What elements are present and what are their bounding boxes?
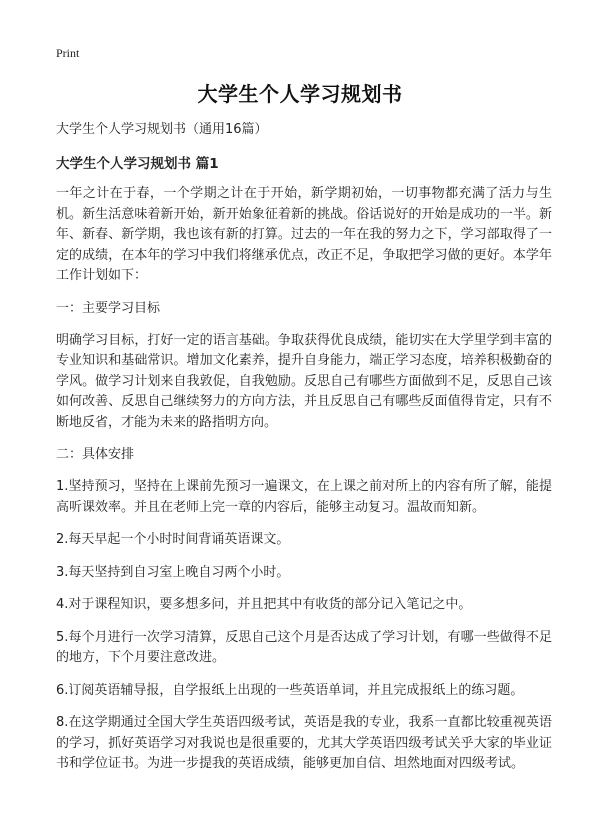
plan-heading: 二：具体安排 [56, 447, 135, 462]
plan-item: 6.订阅英语辅导报，自学报纸上出现的一些英语单词，并且完成报纸上的练习题。 [56, 682, 524, 698]
goal-paragraph: 明确学习目标，打好一定的语言基础。争取获得优良成绩，能切实在大学里学到丰富的专业知识和基础常识。增加文化素养，提升自身能力，端正学习态度，培养积极勤奋的学风。做学习计划来自我敦促，自我勉励。反思自己有哪些方面做到不足，反思自己该如何改善、反思自己继续努力的方向方法，并且反思自己有哪些反面值得肯定，只有不断地反省，才能为未来的路指明方向。 [56, 332, 552, 430]
plan-item: 8.在这学期通过全国大学生英语四级考试，英语是我的专业，我系一直都比较重视英语的学习，抓好英语学习对我说也是很重要的，尤其大学英语四级考试关乎大家的毕业证书和学位证书。为进一步提我的英语成绩，能够更加自信、坦然地面对四级考试。 [56, 715, 552, 771]
plan-item: 5.每个月进行一次学习清算，反思自己这个月是否达成了学习计划，有哪一些做得不足的地方，下个月要注意改进。 [56, 629, 552, 665]
goal-heading: 一：主要学习目标 [56, 300, 161, 316]
document-body [56, 120, 552, 787]
print-link[interactable]: Print [56, 46, 80, 60]
section-heading: 大学生个人学习规划书 篇1 [56, 156, 219, 172]
document-subtitle: 大学生个人学习规划书（通用16篇） [56, 122, 268, 137]
plan-item: 4.对于课程知识，要多想多问，并且把其中有收货的部分记入笔记之中。 [56, 597, 472, 612]
plan-item: 2.每天早起一个小时时间背诵英语课文。 [56, 532, 290, 547]
intro-paragraph: 一年之计在于春，一个学期之计在于开始，新学期初始，一切事物都充满了活力与生机。新生活意味着新开始，新开始象征着新的挑战。俗话说好的开始是成功的一半。新年、新春、新学期，我也该有新的打算。过去的一年在我的努力之下，学习部取得了一定的成绩，在本年的学习中我们将继承优点，改正不足，争取把学习做的更好。本学年工作计划如下： [56, 186, 552, 283]
page-title: 大学生个人学习规划书 [197, 82, 403, 106]
plan-item: 1.坚持预习，坚持在上课前先预习一遍课文，在上课之前对所上的内容有所了解，能提高听课效率。并且在老师上完一章的内容后，能够主动复习。温故而知新。 [56, 479, 552, 515]
plan-item: 3.每天坚持到自习室上晚自习两个小时。 [56, 564, 290, 580]
